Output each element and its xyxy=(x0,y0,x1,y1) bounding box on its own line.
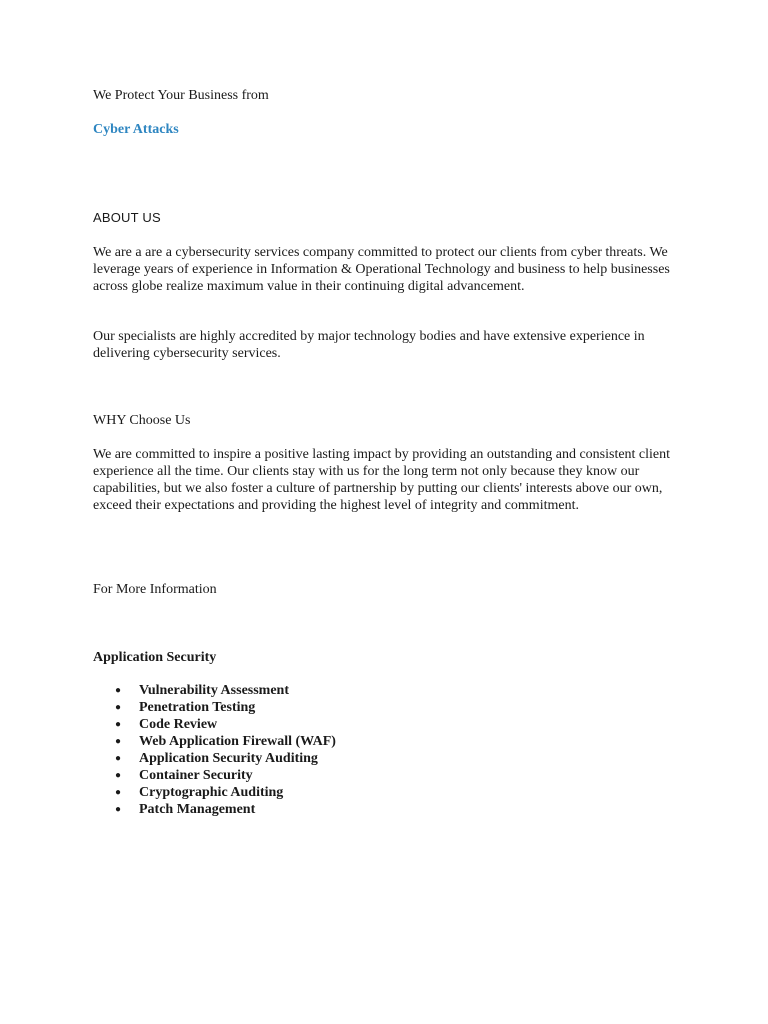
intro-line: We Protect Your Business from xyxy=(93,88,269,103)
for-more-information-label: For More Information xyxy=(93,582,217,597)
list-item-label: Container Security xyxy=(139,768,253,783)
bullet-icon: ● xyxy=(115,719,122,730)
list-item xyxy=(93,784,336,801)
why-choose-us-paragraph: We are committed to inspire a positive lasting impact by providing an outstanding and consistent client experience all the time. Our clients stay with us for the long term not only because they know our capabilities, but we also foster a culture of partnership by putting our clients' interests above our own, exceed their expectations and providing the highest level of integrity and commitment. xyxy=(93,447,671,513)
list-item xyxy=(93,716,336,733)
list-item-label: Code Review xyxy=(139,717,218,732)
application-security-list xyxy=(93,682,336,818)
list-item-label: Web Application Firewall (WAF) xyxy=(139,734,336,749)
cyber-attacks-highlight: Cyber Attacks xyxy=(93,122,179,137)
list-item-label: Patch Management xyxy=(139,802,256,817)
bullet-icon: ● xyxy=(115,787,122,798)
list-item xyxy=(93,699,336,716)
bullet-icon: ● xyxy=(115,804,122,815)
bullet-icon: ● xyxy=(115,753,122,764)
bullet-icon: ● xyxy=(115,770,122,781)
list-item xyxy=(93,801,336,818)
about-us-heading: ABOUT US xyxy=(93,210,161,225)
list-item xyxy=(93,750,336,767)
list-item-label: Vulnerability Assessment xyxy=(139,683,290,698)
list-item-label: Penetration Testing xyxy=(139,700,256,715)
list-item xyxy=(93,767,336,784)
bullet-icon: ● xyxy=(115,702,122,713)
list-item xyxy=(93,682,336,699)
about-paragraph-1: We are a are a cybersecurity services company committed to protect our clients from cyber threats. We leverage years of experience in Information & Operational Technology and business to help businesses across globe realize maximum value in their continuing digital advancement. xyxy=(93,245,670,294)
why-choose-us-heading: WHY Choose Us xyxy=(93,413,191,428)
application-security-heading: Application Security xyxy=(93,650,217,665)
list-item-label: Cryptographic Auditing xyxy=(139,785,284,800)
list-item-label: Application Security Auditing xyxy=(139,751,318,766)
about-paragraph-2: Our specialists are highly accredited by major technology bodies and have extensive experience in delivering cybersecurity services. xyxy=(93,329,645,361)
list-item xyxy=(93,733,336,750)
bullet-icon: ● xyxy=(115,736,122,747)
bullet-icon: ● xyxy=(115,685,122,696)
